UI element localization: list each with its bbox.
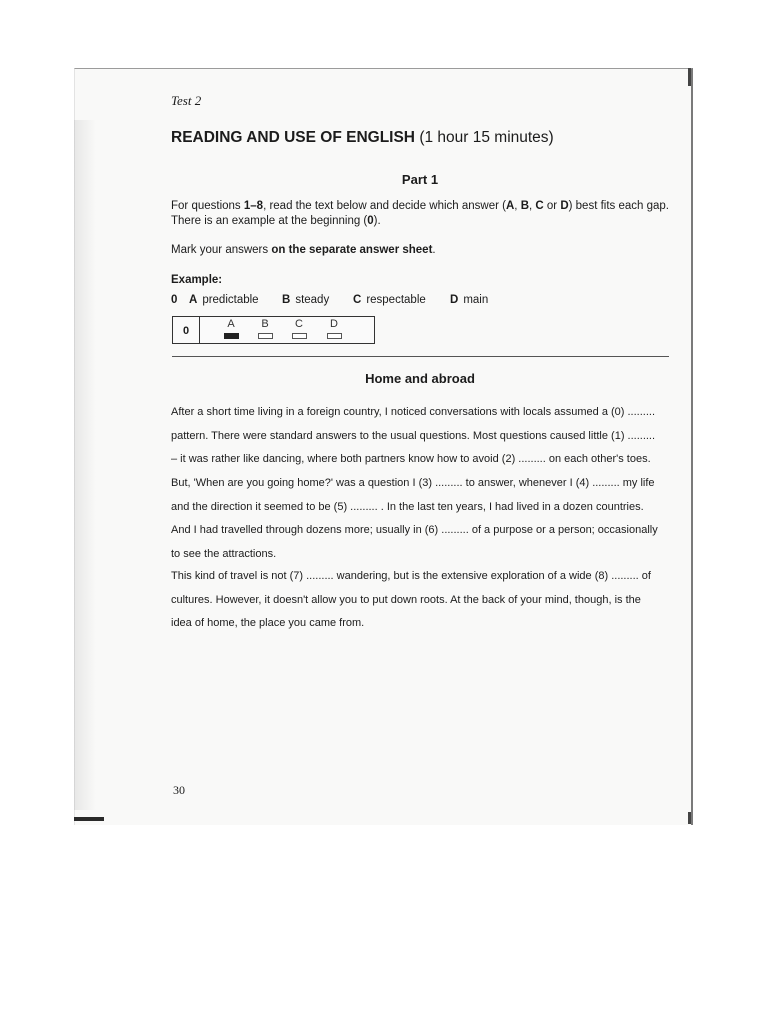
instructions-text: For questions [171,200,244,212]
answer-bubble-d [324,319,344,339]
option-letter: B [282,294,291,306]
instructions-text: ) best fits each gap. [568,200,670,212]
section-divider [172,356,669,357]
passage-line: After a short time living in a foreign country, I noticed conversations with locals assumed a (0) ......... [171,406,656,418]
passage-line: pattern. There were standard answers to the usual questions. Most questions caused little (1) ......... [171,429,656,442]
passage-line: idea of home, the place you came from. [171,617,365,629]
example-option-c [353,294,426,306]
passage-paragraph-1 [171,401,671,472]
instructions-text: , [514,200,521,212]
instructions-text: , read the text below and decide which answer ( [263,200,506,212]
example-label: Example: [171,274,223,286]
page-title [171,129,554,147]
option-text: steady [295,294,330,306]
passage-line: But, 'When are you going home?' was a question I (3) ......... to answer, whenever I (4) ......... my life [171,477,655,489]
test-label: Test 2 [171,93,202,108]
passage-line: And I had travelled through dozens more; usually in (6) ......... of a purpose or a person; occasionally [171,524,658,536]
answer-sheet-emphasis: on the separate answer sheet [271,244,433,256]
option-letter: A [505,200,515,212]
question-range: 1–8 [243,200,264,212]
bubble-letter: D [330,318,338,330]
bubble-mark [327,333,342,339]
passage-paragraph-3 [171,565,671,636]
scan-edge-mark-top [688,68,691,86]
answer-bubble-b [255,319,275,339]
bubble-letter: C [295,318,303,330]
example-option-d [450,294,488,306]
passage-line: – it was rather like dancing, where both partners know how to avoid (2) ......... on each other's toes. [171,453,651,465]
example-ref: 0 [367,215,374,227]
page-title-duration: (1 hour 15 minutes) [419,129,554,146]
option-letter: A [189,294,198,306]
example-option-a [189,294,259,306]
answer-bubble-c [289,319,309,339]
option-letter: C [353,294,362,306]
bubble-mark [292,333,307,339]
instructions [171,199,671,229]
passage-line: to see the attractions. [171,547,277,560]
scan-corner-mark [74,817,104,821]
answer-bubble-a [221,319,241,339]
instructions-text: , [529,200,536,212]
bubble-mark [258,333,273,339]
page-number: 30 [173,783,185,797]
option-letter: B [520,200,529,212]
instructions-text: . [432,244,436,256]
scan-edge-mark-bottom [688,812,691,824]
instructions-text: ). [373,215,381,227]
option-letter: D [450,294,459,306]
bubble-mark [224,333,239,339]
bubble-letter: A [227,318,235,330]
bubble-letter: B [261,318,269,330]
option-text: main [463,294,489,306]
example-answer-box [172,316,375,344]
option-letter: D [560,200,569,212]
passage-line: cultures. However, it doesn't allow you to put down roots. At the back of your mind, though, is the [171,593,641,606]
scan-binding-shadow [74,120,96,810]
instructions-text: There is an example at the beginning ( [171,215,368,227]
part-heading: Part 1 [401,172,439,187]
passage-paragraph-2 [171,472,671,566]
instructions-text: Mark your answers [171,244,272,256]
option-text: predictable [202,294,259,306]
page-title-main: READING AND USE OF ENGLISH [171,129,415,146]
example-option-b [282,294,329,306]
example-number: 0 [171,294,178,306]
passage-title: Home and abroad [365,371,475,386]
option-letter: C [535,200,544,212]
option-text: respectable [366,294,426,306]
mark-answers-instruction [171,244,436,256]
answer-box-number: 0 [173,317,200,343]
passage-line: and the direction it seemed to be (5) ......... . In the last ten years, I had lived in a dozen countries. [171,500,644,513]
passage-line: This kind of travel is not (7) ......... wandering, but is the extensive exploration of a wide (8) ......... of [171,570,651,582]
instructions-text: or [543,200,561,212]
